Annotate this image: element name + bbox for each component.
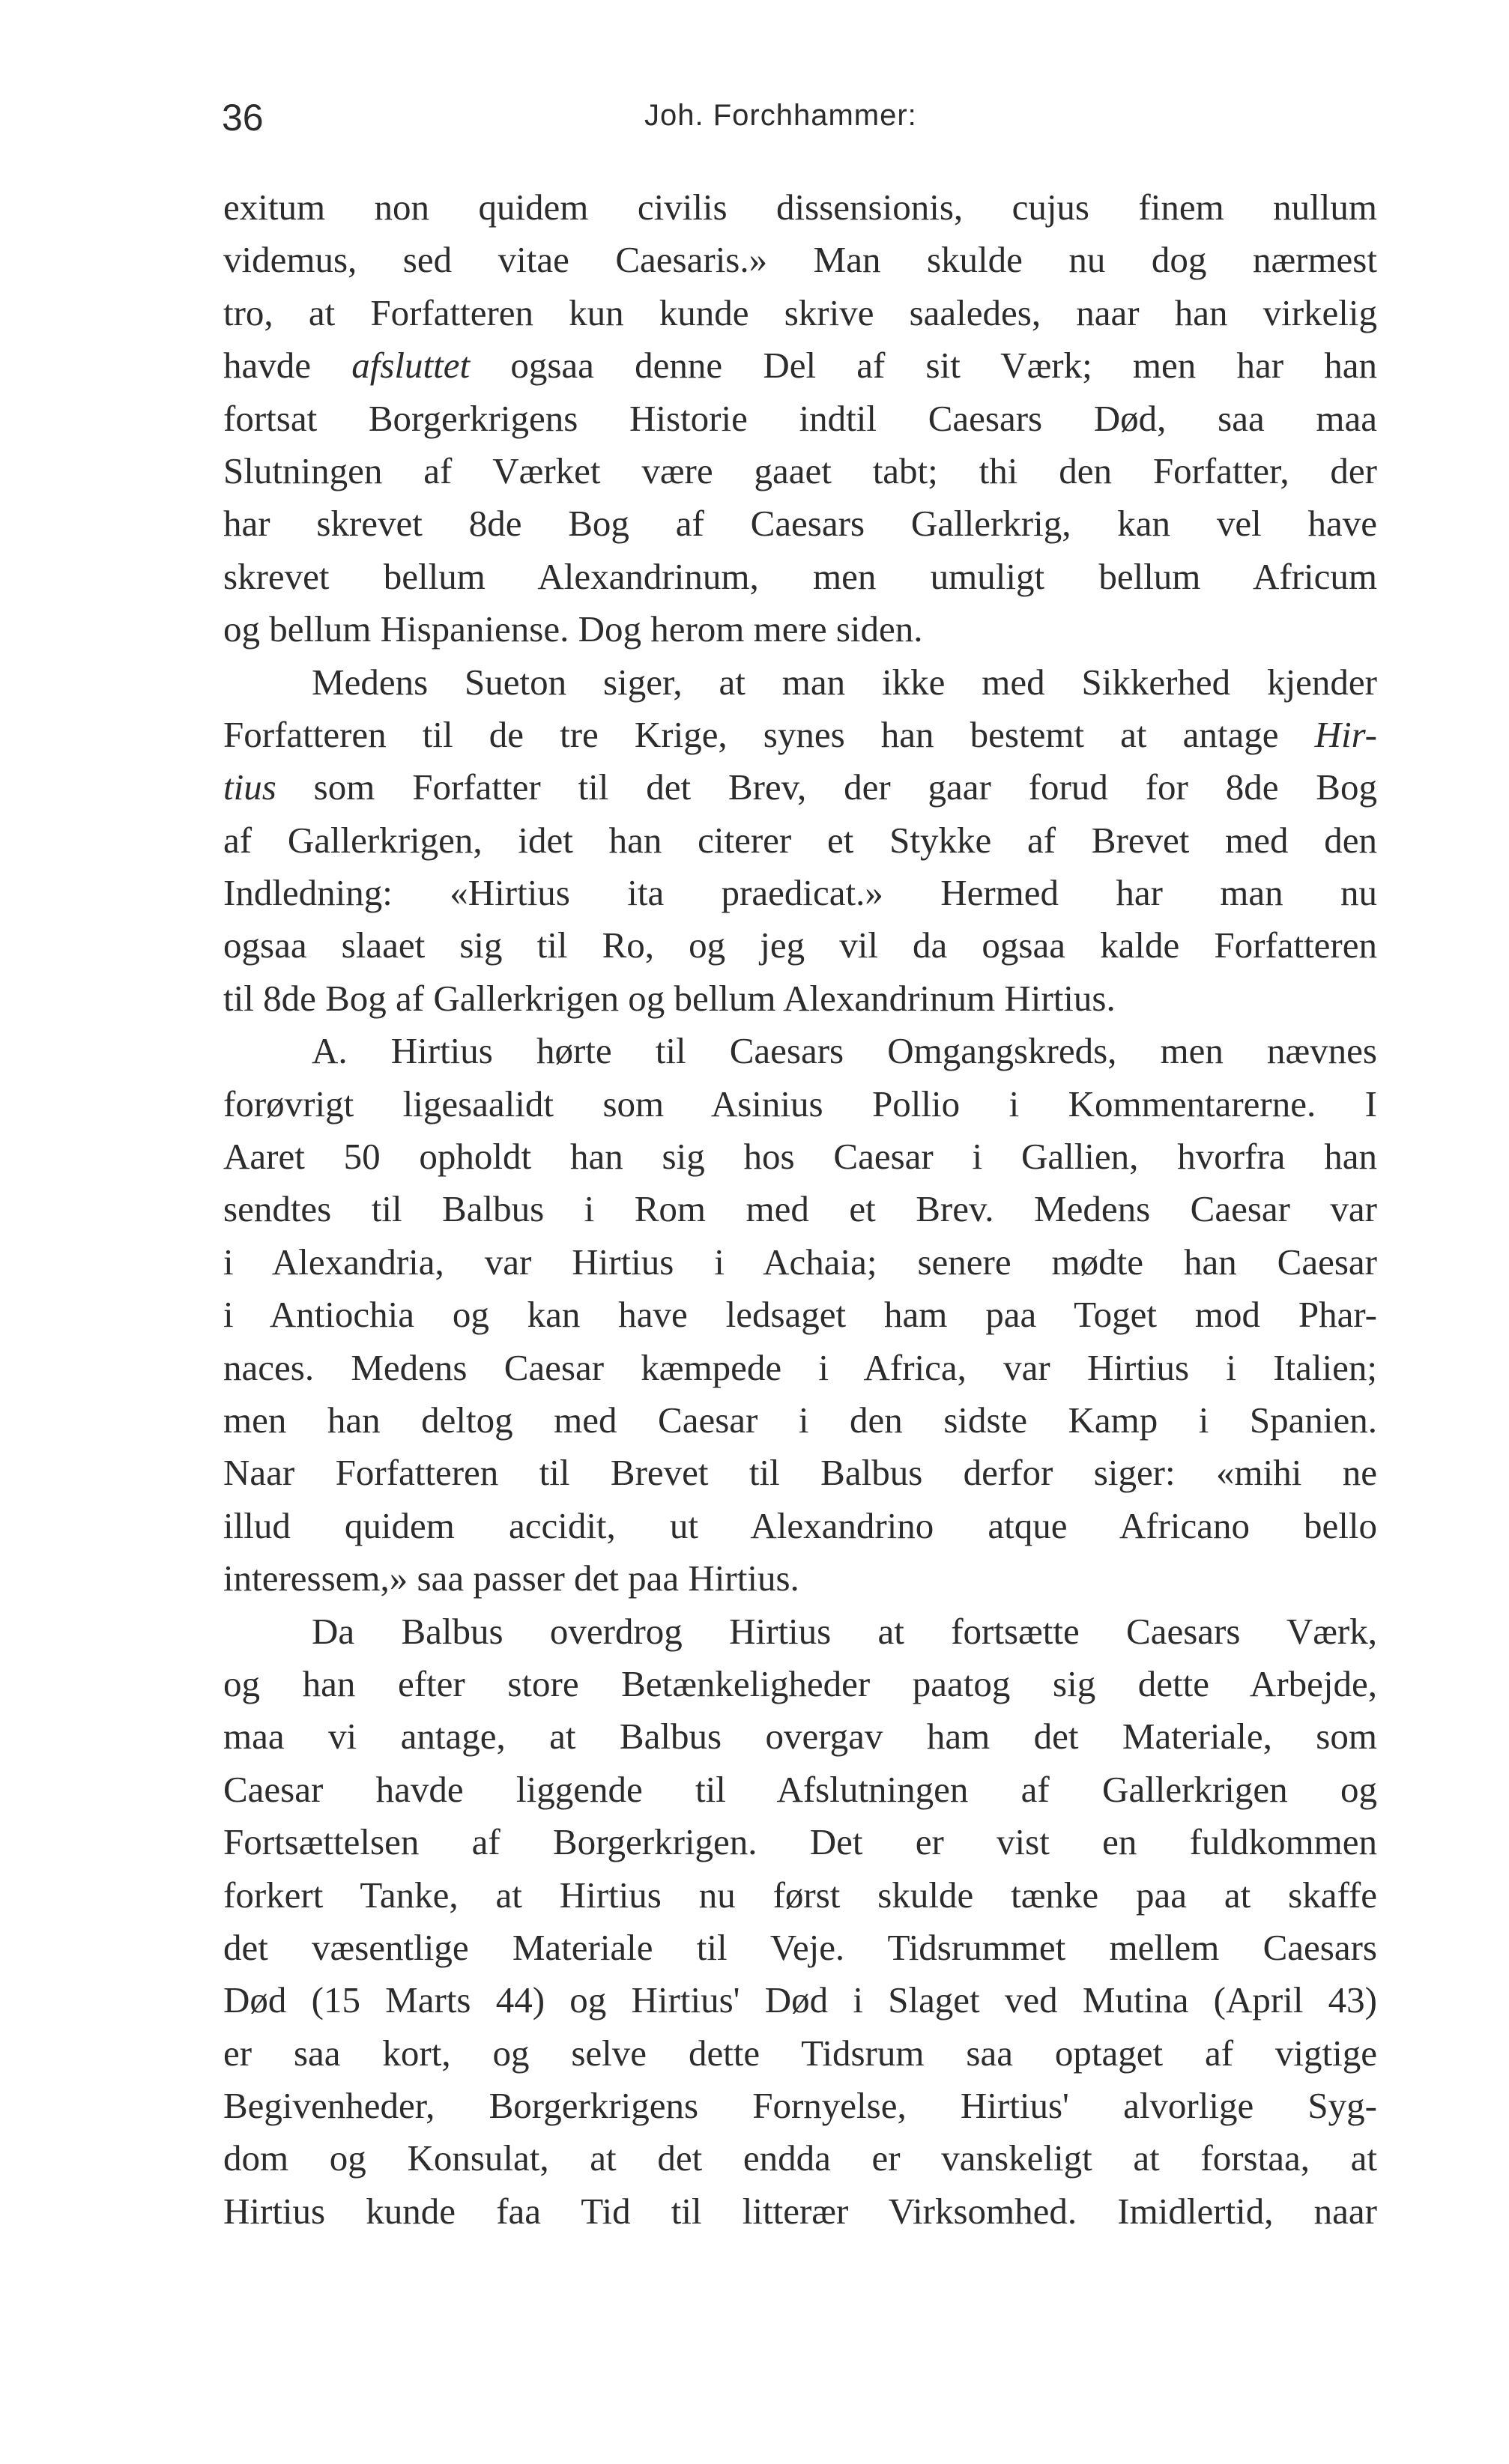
text-segment: videmus, sed vitae Caesaris.» Man skulde nu dog nærmest — [223, 239, 1377, 281]
text-segment: Fortsættelsen af Borgerkrigen. Det er vist en fuldkommen — [223, 1821, 1377, 1863]
text-line — [223, 1658, 1377, 1710]
text-line — [223, 761, 1377, 814]
text-line — [223, 709, 1377, 761]
text-line — [223, 1500, 1377, 1552]
text-line — [223, 1869, 1377, 1922]
text-segment: Medens Sueton siger, at man ikke med Sikkerhed kjender — [312, 661, 1377, 703]
text-line — [223, 1552, 1377, 1605]
text-line — [223, 972, 1377, 1025]
text-line — [223, 2080, 1377, 2132]
text-segment: Caesar havde liggende til Afslutningen af Gallerkrigen og — [223, 1768, 1377, 1810]
text-line — [223, 814, 1377, 867]
text-line — [223, 1764, 1377, 1816]
text-line — [223, 656, 1377, 709]
text-line — [223, 1130, 1377, 1183]
text-line — [223, 181, 1377, 234]
text-line — [223, 1289, 1377, 1341]
text-line — [223, 1447, 1377, 1499]
text-line — [223, 551, 1377, 603]
text-segment: havde — [223, 345, 352, 387]
text-segment: naces. Medens Caesar kæmpede i Africa, var Hirtius i Italien; — [223, 1346, 1377, 1388]
text-segment: har skrevet 8de Bog af Caesars Gallerkrig, kan vel have — [223, 503, 1377, 545]
text-line — [223, 2185, 1377, 2238]
running-head: Joh. Forchhammer: — [644, 99, 917, 132]
text-line — [223, 1394, 1377, 1447]
text-line — [223, 497, 1377, 550]
text-line — [223, 234, 1377, 286]
text-segment: Aaret 50 opholdt han sig hos Caesar i Gallien, hvorfra han — [223, 1136, 1377, 1178]
italic-text: afsluttet — [351, 345, 471, 387]
text-segment: forøvrigt ligesaalidt som Asinius Pollio i Kommentarerne. I — [223, 1083, 1377, 1124]
text-segment: skrevet bellum Alexandrinum, men umuligt bellum Africum — [223, 555, 1377, 597]
text-segment: ogsaa slaaet sig til Ro, og jeg vil da ogsaa kalde Forfatteren — [223, 924, 1377, 966]
text-line — [223, 2132, 1377, 2185]
text-line — [223, 2027, 1377, 2080]
text-segment: Begivenheder, Borgerkrigens Fornyelse, Hirtius' alvorlige Syg- — [223, 2085, 1377, 2127]
text-segment: Naar Forfatteren til Brevet til Balbus derfor siger: «mihi ne — [223, 1452, 1377, 1494]
italic-text: tius — [223, 766, 276, 808]
text-line — [223, 1710, 1377, 1763]
text-line — [223, 1078, 1377, 1130]
text-line — [223, 287, 1377, 339]
text-segment: men han deltog med Caesar i den sidste Kamp i Spanien. — [223, 1399, 1377, 1441]
text-line — [223, 603, 1377, 656]
page-header — [222, 96, 1380, 148]
text-segment: A. Hirtius hørte til Caesars Omgangskreds, men nævnes — [312, 1030, 1377, 1072]
text-segment: ogsaa denne Del af sit Værk; men har han — [470, 345, 1377, 387]
text-segment: Forfatteren til de tre Krige, synes han bestemt at antage — [223, 713, 1315, 755]
text-line — [223, 919, 1377, 972]
text-segment: Da Balbus overdrog Hirtius at fortsætte Caesars Værk, — [312, 1610, 1377, 1652]
text-segment: og bellum Hispaniense. Dog herom mere siden. — [223, 608, 923, 650]
text-segment: illud quidem accidit, ut Alexandrino atque Africano bello — [223, 1504, 1377, 1546]
text-line — [223, 445, 1377, 497]
text-line — [223, 1605, 1377, 1658]
text-segment: dom og Konsulat, at det endda er vanskeligt at forstaa, at — [223, 2137, 1377, 2179]
text-segment: Slutningen af Værket være gaaet tabt; thi den Forfatter, der — [223, 449, 1377, 491]
text-line — [223, 1922, 1377, 1974]
text-segment: i Alexandria, var Hirtius i Achaia; senere mødte han Caesar — [223, 1241, 1377, 1283]
text-segment: i Antiochia og kan have ledsaget ham paa Toget mod Phar- — [223, 1294, 1377, 1336]
text-segment: tro, at Forfatteren kun kunde skrive saaledes, naar han virkelig — [223, 291, 1377, 333]
text-segment: som Forfatter til det Brev, der gaar forud for 8de Bog — [276, 766, 1377, 808]
text-line — [223, 1816, 1377, 1868]
page-number: 36 — [222, 97, 264, 139]
text-segment: interessem,» saa passer det paa Hirtius. — [223, 1558, 799, 1599]
text-segment: er saa kort, og selve dette Tidsrum saa optaget af vigtige — [223, 2032, 1377, 2074]
body-text — [223, 181, 1377, 2238]
text-segment: forkert Tanke, at Hirtius nu først skulde tænke paa at skaffe — [223, 1874, 1377, 1916]
text-segment: sendtes til Balbus i Rom med et Brev. Medens Caesar var — [223, 1188, 1377, 1230]
text-line — [223, 1342, 1377, 1394]
text-segment: af Gallerkrigen, idet han citerer et Stykke af Brevet med den — [223, 819, 1377, 861]
text-segment: Død (15 Marts 44) og Hirtius' Død i Slaget ved Mutina (April 43) — [223, 1979, 1377, 2021]
text-line — [223, 393, 1377, 445]
text-segment: maa vi antage, at Balbus overgav ham det Materiale, som — [223, 1716, 1377, 1758]
text-line — [223, 1183, 1377, 1235]
italic-text: Hir- — [1314, 713, 1377, 755]
text-segment: Indledning: «Hirtius ita praedicat.» Hermed har man nu — [223, 872, 1377, 914]
text-segment: Hirtius kunde faa Tid til litterær Virksomhed. Imidlertid, naar — [223, 2190, 1377, 2232]
text-segment: fortsat Borgerkrigens Historie indtil Caesars Død, saa maa — [223, 397, 1377, 439]
text-line — [223, 1974, 1377, 2026]
text-line — [223, 867, 1377, 919]
text-line — [223, 339, 1377, 392]
text-segment: det væsentlige Materiale til Veje. Tidsrummet mellem Caesars — [223, 1926, 1377, 1968]
text-line — [223, 1025, 1377, 1077]
text-segment: til 8de Bog af Gallerkrigen og bellum Alexandrinum Hirtius. — [223, 977, 1116, 1019]
text-line — [223, 1236, 1377, 1289]
text-segment: og han efter store Betænkeligheder paatog sig dette Arbejde, — [223, 1662, 1377, 1704]
text-segment: exitum non quidem civilis dissensionis, cujus finem nullum — [223, 187, 1377, 228]
